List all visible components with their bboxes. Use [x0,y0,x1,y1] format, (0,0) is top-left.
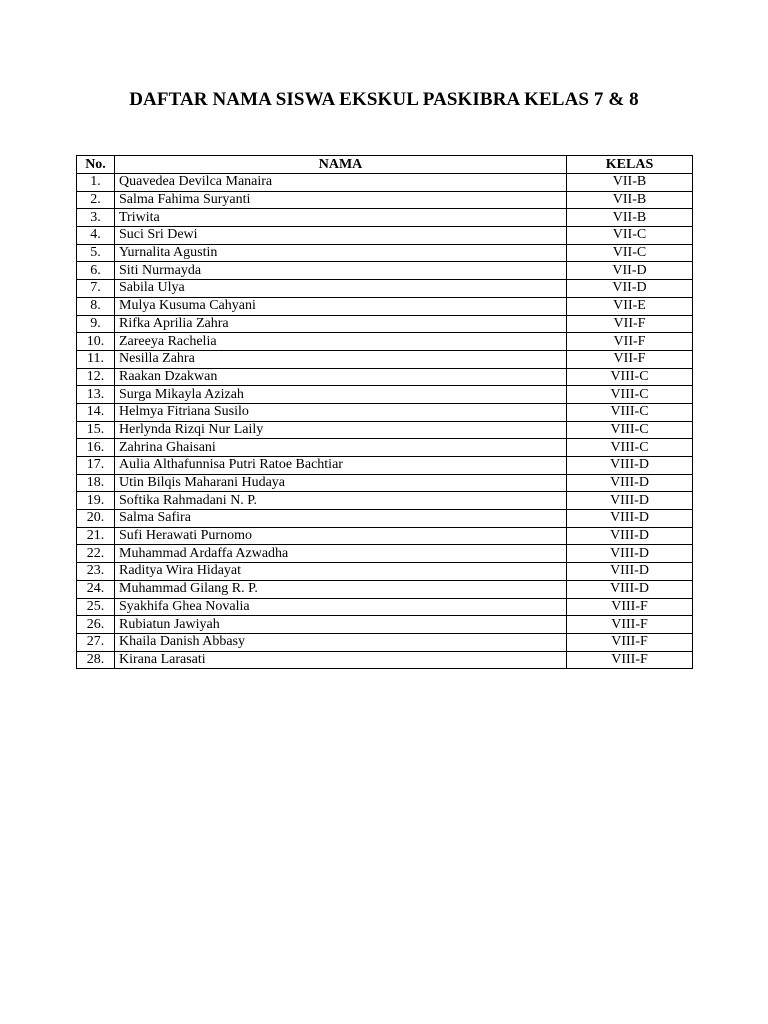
cell-nama: Zahrina Ghaisani [115,439,567,457]
cell-no: 19. [77,492,115,510]
table-row [77,191,693,209]
cell-kelas: VII-B [567,209,693,227]
cell-nama: Syakhifa Ghea Novalia [115,598,567,616]
cell-kelas: VII-C [567,227,693,245]
cell-kelas: VII-F [567,350,693,368]
cell-no: 21. [77,527,115,545]
cell-kelas: VIII-D [567,580,693,598]
cell-no: 5. [77,244,115,262]
cell-no: 17. [77,457,115,475]
cell-kelas: VIII-D [567,563,693,581]
cell-no: 23. [77,563,115,581]
cell-kelas: VIII-C [567,403,693,421]
cell-nama: Quavedea Devilca Manaira [115,174,567,192]
table-row [77,580,693,598]
table-row [77,174,693,192]
cell-kelas: VIII-F [567,598,693,616]
table-row [77,350,693,368]
cell-kelas: VIII-D [567,457,693,475]
cell-no: 16. [77,439,115,457]
cell-kelas: VIII-D [567,492,693,510]
cell-no: 25. [77,598,115,616]
cell-nama: Siti Nurmayda [115,262,567,280]
cell-nama: Mulya Kusuma Cahyani [115,297,567,315]
table-row [77,244,693,262]
table-row [77,280,693,298]
student-table [76,155,693,669]
table-row [77,545,693,563]
table-row [77,209,693,227]
cell-no: 1. [77,174,115,192]
cell-kelas: VII-D [567,262,693,280]
table-row [77,633,693,651]
cell-kelas: VII-B [567,191,693,209]
cell-no: 28. [77,651,115,669]
cell-no: 20. [77,510,115,528]
cell-nama: Triwita [115,209,567,227]
table-row [77,262,693,280]
cell-no: 2. [77,191,115,209]
cell-nama: Salma Fahima Suryanti [115,191,567,209]
cell-no: 8. [77,297,115,315]
cell-no: 14. [77,403,115,421]
cell-nama: Zareeya Rachelia [115,333,567,351]
cell-nama: Softika Rahmadani N. P. [115,492,567,510]
cell-no: 24. [77,580,115,598]
cell-nama: Yurnalita Agustin [115,244,567,262]
cell-nama: Surga Mikayla Azizah [115,386,567,404]
cell-nama: Nesilla Zahra [115,350,567,368]
cell-nama: Sufi Herawati Purnomo [115,527,567,545]
table-row [77,421,693,439]
cell-kelas: VIII-F [567,616,693,634]
cell-nama: Raditya Wira Hidayat [115,563,567,581]
table-row [77,368,693,386]
table-row [77,333,693,351]
cell-no: 26. [77,616,115,634]
table-row [77,616,693,634]
table-row [77,598,693,616]
header-nama: NAMA [115,156,567,174]
cell-nama: Sabila Ulya [115,280,567,298]
header-kelas: KELAS [567,156,693,174]
table-row [77,651,693,669]
cell-nama: Khaila Danish Abbasy [115,633,567,651]
table-row [77,227,693,245]
table-row [77,297,693,315]
cell-kelas: VIII-D [567,510,693,528]
cell-kelas: VII-D [567,280,693,298]
cell-no: 27. [77,633,115,651]
table-row [77,492,693,510]
cell-nama: Muhammad Gilang R. P. [115,580,567,598]
cell-nama: Helmya Fitriana Susilo [115,403,567,421]
cell-no: 4. [77,227,115,245]
cell-kelas: VII-E [567,297,693,315]
cell-kelas: VII-F [567,315,693,333]
cell-kelas: VIII-F [567,633,693,651]
table-row [77,315,693,333]
cell-no: 3. [77,209,115,227]
cell-kelas: VIII-D [567,474,693,492]
table-body [77,174,693,669]
cell-nama: Raakan Dzakwan [115,368,567,386]
table-header-row [77,156,693,174]
cell-nama: Salma Safira [115,510,567,528]
cell-no: 9. [77,315,115,333]
cell-kelas: VIII-F [567,651,693,669]
table-row [77,457,693,475]
cell-kelas: VIII-C [567,421,693,439]
page-title: DAFTAR NAMA SISWA EKSKUL PASKIBRA KELAS 7 & 8 [129,89,639,110]
cell-nama: Utin Bilqis Maharani Hudaya [115,474,567,492]
cell-nama: Kirana Larasati [115,651,567,669]
cell-no: 18. [77,474,115,492]
cell-kelas: VIII-C [567,439,693,457]
cell-nama: Herlynda Rizqi Nur Laily [115,421,567,439]
table-row [77,439,693,457]
table-row [77,563,693,581]
cell-no: 6. [77,262,115,280]
table-row [77,403,693,421]
cell-no: 15. [77,421,115,439]
cell-kelas: VIII-C [567,386,693,404]
table-row [77,510,693,528]
cell-nama: Muhammad Ardaffa Azwadha [115,545,567,563]
cell-no: 10. [77,333,115,351]
cell-no: 7. [77,280,115,298]
cell-kelas: VIII-D [567,527,693,545]
cell-no: 11. [77,350,115,368]
cell-nama: Rubiatun Jawiyah [115,616,567,634]
table-row [77,527,693,545]
header-no: No. [77,156,115,174]
cell-kelas: VII-C [567,244,693,262]
cell-nama: Rifka Aprilia Zahra [115,315,567,333]
cell-no: 22. [77,545,115,563]
cell-kelas: VII-B [567,174,693,192]
cell-kelas: VII-F [567,333,693,351]
cell-no: 12. [77,368,115,386]
table-row [77,474,693,492]
cell-kelas: VIII-D [567,545,693,563]
table-row [77,386,693,404]
cell-no: 13. [77,386,115,404]
cell-kelas: VIII-C [567,368,693,386]
cell-nama: Suci Sri Dewi [115,227,567,245]
cell-nama: Aulia Althafunnisa Putri Ratoe Bachtiar [115,457,567,475]
